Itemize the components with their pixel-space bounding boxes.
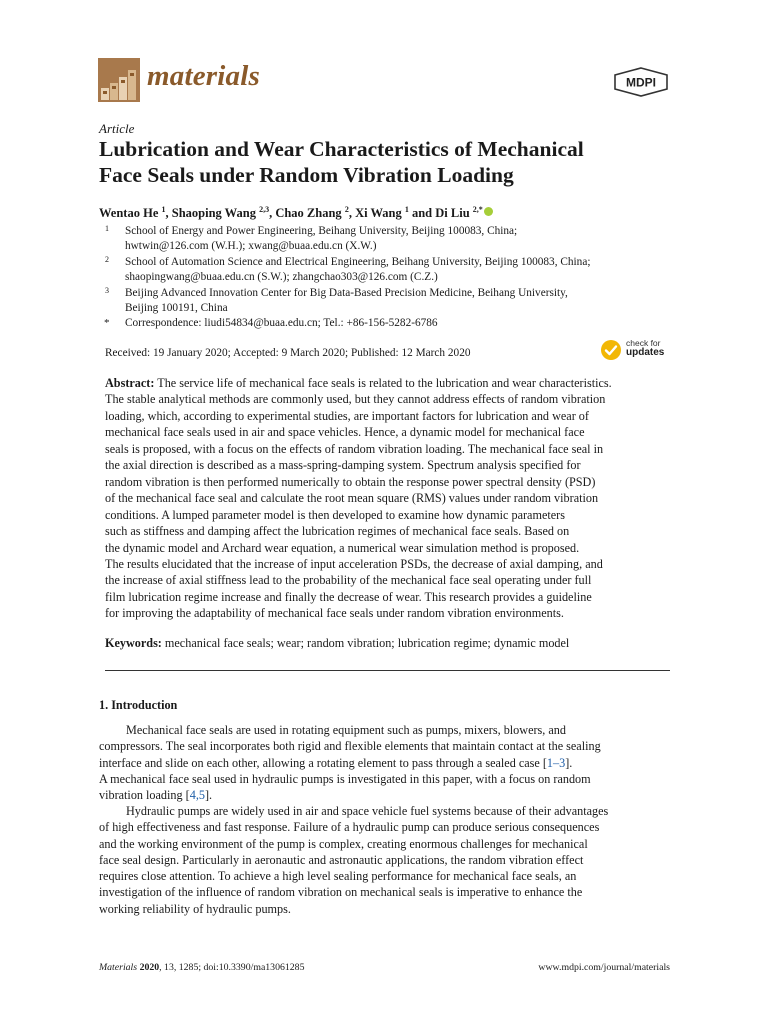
correspondence <box>99 316 659 331</box>
citation-close: ]. <box>565 755 573 770</box>
citation-link[interactable]: 1–3 <box>546 755 566 770</box>
abstract-line: the axial direction is described as a mass-spring-damping system. Spectrum analysis specified for <box>105 458 581 473</box>
abstract-line: loading, which, according to experimental studies, are important factors for lubrication and wear of <box>105 408 589 423</box>
footer-journal: Materials <box>99 962 138 973</box>
section-heading: 1. Introduction <box>99 698 178 712</box>
abstract-label: Abstract: <box>105 376 155 390</box>
affiliation-line: School of Automation Science and Electrical Engineering, Beihang University, Beijing 100083, China; <box>125 256 591 268</box>
abstract-line: The results elucidated that the increase of input acceleration PSDs, the decrease of axial damping, and <box>105 556 603 571</box>
author-affiliation: 2 <box>344 205 349 214</box>
footer-citation <box>99 962 304 973</box>
check-for-updates-button[interactable] <box>600 337 670 363</box>
author-name: Shaoping Wang <box>171 206 256 221</box>
paragraph-line: compressors. The seal incorporates both rigid and flexible elements that maintain contact at the sealing <box>99 739 601 754</box>
abstract-line: random vibration is then performed numerically to obtain the response power spectral density (PSD) <box>105 474 596 489</box>
affiliation-line: Beijing Advanced Innovation Center for Big Data-Based Precision Medicine, Beihang University, <box>125 287 568 299</box>
paragraph-line: face seal design. Particularly in aeronautic and astronautic applications, the random vibration effect <box>99 852 584 867</box>
affiliation-number: 2 <box>105 255 109 264</box>
affiliation-line: School of Energy and Power Engineering, Beihang University, Beijing 100083, China; <box>125 225 518 237</box>
citation-link[interactable]: 4,5 <box>189 788 205 803</box>
correspondence-marker: * <box>104 317 110 329</box>
abstract-line: conditions. A lumped parameter model is then developed to examine how dynamic parameters <box>105 507 565 522</box>
abstract-line: mechanical face seals used in air and space vehicles. Hence, a dynamic model for mechanical face <box>105 425 585 440</box>
mdpi-logo-icon <box>612 67 670 97</box>
paragraph-line: requires close attention. To achieve a high level sealing performance for mechanical face seals, an <box>99 869 577 884</box>
author-list: Wentao He $^1$, Shaoping Wang $^{2,3}$, Chao Zhang $^2$, Xi Wang $^1$ and Di Liu $^{2,*}$ <box>99 205 493 221</box>
paragraph-line: working reliability of hydraulic pumps. <box>99 901 291 916</box>
check-badge-line2: updates <box>626 347 665 358</box>
intro-paragraph-2 <box>99 803 670 917</box>
affiliation-number: 1 <box>105 224 109 233</box>
affiliation <box>99 224 659 254</box>
abstract-line: such as stiffness and damping affect the lubrication regimes of mechanical face seals. Based on <box>105 524 570 539</box>
affiliation-line: hwtwin@126.com (W.H.); xwang@buaa.edu.cn (X.W.) <box>125 240 377 253</box>
mdpi-logo-text: MDPI <box>626 75 656 90</box>
keywords-label: Keywords: <box>105 636 162 650</box>
keywords-text: mechanical face seals; wear; random vibration; lubrication regime; dynamic model <box>164 636 570 650</box>
orcid-icon[interactable] <box>484 207 493 216</box>
abstract <box>105 375 670 622</box>
footer-url[interactable]: www.mdpi.com/journal/materials <box>538 962 670 973</box>
author-affiliation: 1 <box>404 205 409 214</box>
article-type: Article <box>99 121 135 136</box>
paragraph-line: and the working environment of the pump is complex, creating enormous challenges for mechanical <box>99 836 588 851</box>
affiliation-number: 3 <box>105 286 109 295</box>
author-name: Wentao He <box>99 206 159 221</box>
author-affiliation: 2,* <box>472 205 483 214</box>
paragraph-line: Mechanical face seals are used in rotating equipment such as pumps, mixers, blowers, and <box>126 723 566 737</box>
footer-year: 2020 <box>139 962 160 973</box>
author-affiliation: 2,3 <box>259 205 270 214</box>
paper-title <box>99 136 679 188</box>
paragraph-line: interface and slide on each other, allowing a rotating element to pass through a sealed case [ <box>99 755 547 770</box>
abstract-line: film lubrication regime increase and finally the decrease of wear. This research provides a guideline <box>105 589 592 604</box>
abstract-line: The stable analytical methods are commonly used, but they cannot address effects of random vibration <box>105 392 606 407</box>
abstract-line: the dynamic model and Archard wear equation, a numerical wear simulation method is proposed. <box>105 540 580 555</box>
title-line: Lubrication and Wear Characteristics of Mechanical <box>99 137 584 161</box>
footer-volume-doi: , 13, 1285; doi:10.3390/ma13061285 <box>159 962 305 973</box>
publication-dates: Received: 19 January 2020; Accepted: 9 March 2020; Published: 12 March 2020 <box>105 347 471 359</box>
affiliation <box>99 286 659 316</box>
affiliation-line: shaopingwang@buaa.edu.cn (S.W.); zhangchao303@126.com (C.Z.) <box>125 271 438 284</box>
paragraph-line: Hydraulic pumps are widely used in air and space vehicle fuel systems because of their advantages <box>126 804 609 818</box>
paragraph-line: of high effectiveness and fast response. Failure of a hydraulic pump can produce serious consequences <box>99 820 600 835</box>
abstract-line: for improving the adaptability of mechanical face seals under random vibration environments. <box>105 606 564 621</box>
author-name: Xi Wang <box>355 206 402 221</box>
abstract-line: of the mechanical face seal and calculate the root mean square (RMS) values under random vibration <box>105 491 599 506</box>
affiliation-line: Beijing 100191, China <box>125 302 228 315</box>
paragraph-line: vibration loading [ <box>99 788 190 803</box>
abstract-line: the increase of axial stiffness lead to the probability of the mechanical face seal operating under full <box>105 573 592 588</box>
keywords <box>105 636 569 651</box>
check-updates-icon <box>600 339 622 361</box>
intro-paragraph-1 <box>99 722 670 803</box>
abstract-line: seals is proposed, with a focus on the effects of random vibration loading. The mechanical face seal in <box>105 441 604 456</box>
section-divider <box>105 670 670 671</box>
paragraph-line: investigation of the influence of random vibration on mechanical seals is imperative to enhance the <box>99 885 583 900</box>
author-name: Chao Zhang <box>275 206 342 221</box>
check-badge-line1: check for <box>626 338 661 348</box>
abstract-line: The service life of mechanical face seals is related to the lubrication and wear characteristics. <box>157 376 612 390</box>
correspondence-line: Correspondence: liudi54834@buaa.edu.cn; Tel.: +86-156-5282-6786 <box>125 317 438 329</box>
affiliation <box>99 255 659 285</box>
journal-name: materials <box>147 60 260 92</box>
journal-logo-icon <box>98 58 140 102</box>
paragraph-line: A mechanical face seal used in hydraulic pumps is investigated in this paper, with a focus on random <box>99 771 591 786</box>
citation-close: ]. <box>204 788 213 803</box>
author-name: Di Liu <box>435 206 470 221</box>
title-line: Face Seals under Random Vibration Loading <box>99 163 514 187</box>
author-affiliation: 1 <box>161 205 166 214</box>
